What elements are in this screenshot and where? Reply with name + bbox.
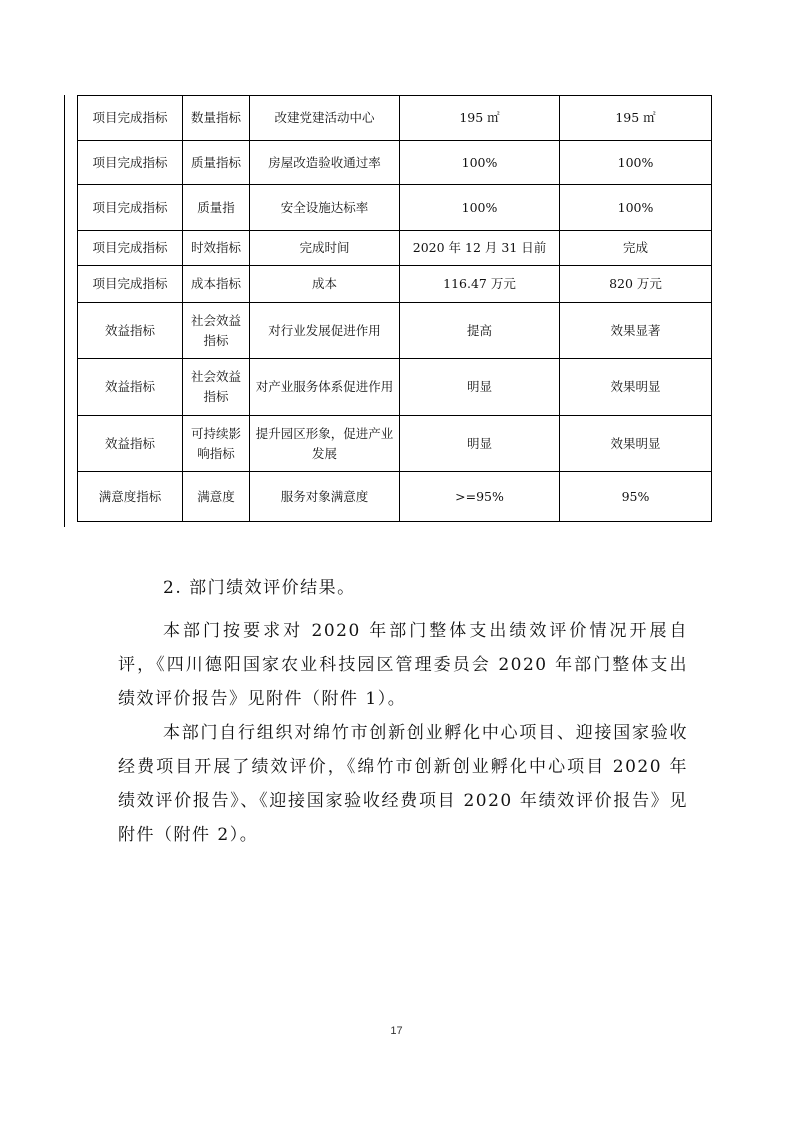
cell-item: 安全设施达标率 bbox=[250, 185, 400, 231]
cell-indicator: 可持续影响指标 bbox=[183, 416, 250, 472]
cell-category: 项目完成指标 bbox=[78, 96, 183, 141]
cell-actual: 820 万元 bbox=[560, 266, 712, 303]
section-body bbox=[118, 614, 688, 852]
cell-target: 100% bbox=[400, 141, 560, 185]
cell-indicator: 满意度 bbox=[183, 472, 250, 522]
cell-actual: 100% bbox=[560, 185, 712, 231]
cell-indicator: 质量指标 bbox=[183, 141, 250, 185]
cell-indicator: 社会效益指标 bbox=[183, 359, 250, 416]
cell-target: 100% bbox=[400, 185, 560, 231]
cell-actual: 完成 bbox=[560, 231, 712, 266]
cell-category: 效益指标 bbox=[78, 303, 183, 359]
table-row bbox=[78, 416, 712, 472]
table-row bbox=[78, 303, 712, 359]
cell-item: 对行业发展促进作用 bbox=[250, 303, 400, 359]
table-row bbox=[78, 141, 712, 185]
cell-actual: 效果明显 bbox=[560, 359, 712, 416]
cell-target: 提高 bbox=[400, 303, 560, 359]
cell-actual: 195 ㎡ bbox=[560, 96, 712, 141]
section-heading: 2. 部门绩效评价结果。 bbox=[163, 578, 356, 598]
page-number: 17 bbox=[390, 1025, 403, 1037]
cell-actual: 效果明显 bbox=[560, 416, 712, 472]
cell-category: 效益指标 bbox=[78, 416, 183, 472]
table-row bbox=[78, 359, 712, 416]
cell-item: 提升园区形象，促进产业发展 bbox=[250, 416, 400, 472]
cell-indicator: 质量指 bbox=[183, 185, 250, 231]
table-row bbox=[78, 185, 712, 231]
table-row bbox=[78, 96, 712, 141]
cell-category: 项目完成指标 bbox=[78, 266, 183, 303]
cell-category: 项目完成指标 bbox=[78, 185, 183, 231]
paragraph-2: 本部门自行组织对绵竹市创新创业孵化中心项目、迎接国家验收经费项目开展了绩效评价，《绵竹市创新创业孵化中心项目 2020 年绩效评价报告》、《迎接国家验收经费项目 2020 年绩效评价报告》见附件（附件 2）。 bbox=[118, 723, 688, 845]
cell-item: 服务对象满意度 bbox=[250, 472, 400, 522]
cell-target: 2020 年 12 月 31 日前 bbox=[400, 231, 560, 266]
table-left-border bbox=[64, 95, 65, 527]
cell-indicator: 社会效益指标 bbox=[183, 303, 250, 359]
performance-table bbox=[77, 95, 712, 522]
paragraph-1: 本部门按要求对 2020 年部门整体支出绩效评价情况开展自评，《四川德阳国家农业科技园区管理委员会 2020 年部门整体支出绩效评价报告》见附件（附件 1）。 bbox=[118, 621, 688, 709]
cell-item: 成本 bbox=[250, 266, 400, 303]
cell-category: 项目完成指标 bbox=[78, 141, 183, 185]
cell-indicator: 时效指标 bbox=[183, 231, 250, 266]
cell-target: 明显 bbox=[400, 416, 560, 472]
cell-target: >=95% bbox=[400, 472, 560, 522]
table-row bbox=[78, 231, 712, 266]
cell-target: 明显 bbox=[400, 359, 560, 416]
table-row bbox=[78, 472, 712, 522]
table-row bbox=[78, 266, 712, 303]
cell-category: 项目完成指标 bbox=[78, 231, 183, 266]
cell-item: 对产业服务体系促进作用 bbox=[250, 359, 400, 416]
cell-item: 完成时间 bbox=[250, 231, 400, 266]
cell-actual: 效果显著 bbox=[560, 303, 712, 359]
cell-actual: 95% bbox=[560, 472, 712, 522]
cell-item: 房屋改造验收通过率 bbox=[250, 141, 400, 185]
cell-indicator: 数量指标 bbox=[183, 96, 250, 141]
cell-category: 满意度指标 bbox=[78, 472, 183, 522]
cell-item: 改建党建活动中心 bbox=[250, 96, 400, 141]
cell-indicator: 成本指标 bbox=[183, 266, 250, 303]
cell-target: 195 ㎡ bbox=[400, 96, 560, 141]
cell-target: 116.47 万元 bbox=[400, 266, 560, 303]
cell-category: 效益指标 bbox=[78, 359, 183, 416]
cell-actual: 100% bbox=[560, 141, 712, 185]
